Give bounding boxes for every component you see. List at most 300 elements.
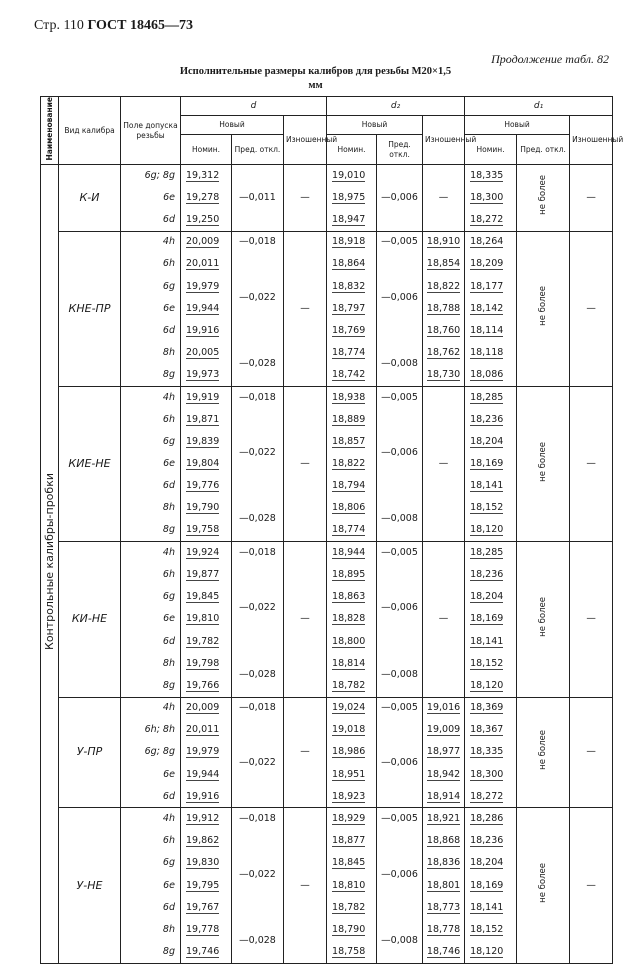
tolerance-field: 4h [121, 231, 181, 253]
d2-nominal-value: 18,814 [332, 657, 366, 669]
d2-limit-deviation: —0,006 [377, 719, 423, 808]
tolerance-field: 6h [121, 564, 181, 586]
d2-nominal [327, 852, 377, 874]
d-nominal [181, 897, 232, 919]
d-limit-deviation: —0,011 [232, 165, 284, 232]
d2-limit-deviation: —0,006 [377, 564, 423, 653]
d1-nominal [465, 719, 517, 741]
d1-nominal-value: 18,169 [470, 879, 504, 891]
d2-nominal [327, 520, 377, 542]
d2-worn-value: 18,778 [426, 923, 461, 935]
d2-nominal [327, 586, 377, 608]
d1-nominal-value: 18,142 [470, 302, 504, 314]
d-nominal-value: 19,916 [186, 790, 220, 802]
d1-nominal-value: 18,204 [470, 591, 504, 603]
d2-nominal [327, 608, 377, 630]
d-limit-deviation: —0,022 [232, 830, 284, 919]
d-nominal [181, 741, 232, 763]
d1-nominal [465, 342, 517, 364]
d1-nominal-value: 18,236 [470, 568, 504, 580]
d1-header: d₁ [465, 97, 613, 116]
d2-nominal [327, 386, 377, 408]
d1-nominal [465, 298, 517, 320]
d-izn-header: Изношенный [284, 116, 327, 165]
tolerance-field: 6e [121, 608, 181, 630]
d2-nominal-value: 18,895 [332, 568, 366, 580]
d-worn: — [284, 386, 327, 541]
standard-number: ГОСТ 18465—73 [87, 18, 194, 33]
d1-nominal [465, 830, 517, 852]
d2-nominal-value: 18,797 [332, 302, 366, 314]
d2-nominal [327, 542, 377, 564]
d2-worn-value: 18,730 [426, 369, 461, 381]
d-nominal [181, 386, 232, 408]
page-number: Стр. 110 [34, 18, 84, 33]
d1-nominal-value: 18,177 [470, 280, 504, 292]
d-worn: — [284, 231, 327, 386]
d2-nominal-value: 18,782 [332, 679, 366, 691]
d2-nominal [327, 808, 377, 830]
d1-nominal [465, 475, 517, 497]
gauge-type: КИЕ-НЕ [59, 386, 121, 541]
d1-nominal [465, 875, 517, 897]
tolerance-field: 6h [121, 409, 181, 431]
d-nominal [181, 675, 232, 697]
tolerance-field: 6d [121, 209, 181, 231]
d2-worn-value: 18,746 [426, 945, 461, 957]
tolerance-field: 6e [121, 187, 181, 209]
d2-header: d₂ [327, 97, 465, 116]
d-new-header: Новый [181, 116, 284, 135]
table-row [41, 697, 613, 719]
d2-worn-value: 19,009 [426, 724, 461, 736]
d1-worn: — [570, 808, 613, 963]
d1-nominal-value: 18,152 [470, 657, 504, 669]
d-nominal [181, 475, 232, 497]
tolerance-field: 6g [121, 852, 181, 874]
d1-pred-header: Пред. откл. [517, 135, 570, 165]
d2-worn-value: 18,801 [426, 879, 461, 891]
d2-nominal-value: 19,018 [332, 724, 366, 736]
d2-limit-deviation: —0,008 [377, 497, 423, 541]
d-nominal-value: 19,778 [186, 923, 220, 935]
d2-nominal-value: 18,782 [332, 901, 366, 913]
d1-nominal-value: 18,272 [470, 213, 504, 225]
d-limit-deviation: —0,018 [232, 386, 284, 408]
d2-worn: — [423, 386, 465, 541]
pole-header: Поле допуска резьбы [121, 97, 181, 165]
d-limit-deviation: —0,018 [232, 231, 284, 253]
d-worn: — [284, 808, 327, 963]
d-nominal-value: 19,776 [186, 480, 220, 492]
d-nominal [181, 520, 232, 542]
d2-limit-deviation: —0,006 [377, 165, 423, 232]
d-nominal [181, 497, 232, 519]
d1-nominal-value: 18,204 [470, 857, 504, 869]
d2-worn-value: 18,773 [426, 901, 461, 913]
d2-nominal [327, 187, 377, 209]
d2-worn [423, 697, 465, 719]
d1-nominal-value: 18,086 [470, 369, 504, 381]
gauge-dimensions-table [40, 96, 624, 964]
d-nominal-value: 19,798 [186, 657, 220, 669]
d2-nominal-value: 18,822 [332, 458, 366, 470]
d-nominal [181, 542, 232, 564]
d2-nominal [327, 364, 377, 386]
d1-limit-deviation [517, 542, 570, 697]
d2-nominal-value: 18,975 [332, 191, 366, 203]
tolerance-field: 8h [121, 497, 181, 519]
tolerance-field: 6e [121, 453, 181, 475]
tolerance-field: 6d [121, 320, 181, 342]
d-nominal [181, 919, 232, 941]
d-pred-header: Пред. откл. [232, 135, 284, 165]
d-nominal [181, 719, 232, 741]
d-nominal [181, 320, 232, 342]
d2-nominal-value: 18,857 [332, 435, 366, 447]
d-nominal [181, 852, 232, 874]
d2-nominal [327, 764, 377, 786]
table-row [41, 386, 613, 408]
d1-nominal [465, 941, 517, 963]
d1-nominal-value: 18,335 [470, 746, 504, 758]
d2-nominal [327, 719, 377, 741]
page-header [34, 18, 193, 34]
d2-nominal-value: 18,938 [332, 391, 366, 403]
gauge-type: У-НЕ [59, 808, 121, 963]
d-nominal [181, 630, 232, 652]
d1-nominal [465, 409, 517, 431]
d-nominal [181, 298, 232, 320]
d2-nominal-value: 18,758 [332, 945, 366, 957]
d-nominal-value: 19,758 [186, 524, 220, 536]
d2-nominal-value: 18,986 [332, 746, 366, 758]
table-body [41, 165, 613, 964]
d2-limit-deviation: —0,005 [377, 808, 423, 830]
tolerance-field: 6h [121, 830, 181, 852]
d1-nominal-value: 18,141 [470, 635, 504, 647]
d-nominal-value: 19,944 [186, 302, 220, 314]
tolerance-field: 6e [121, 298, 181, 320]
tolerance-field: 6d [121, 475, 181, 497]
d2-worn-value: 18,822 [426, 280, 461, 292]
tolerance-field: 8h [121, 342, 181, 364]
d2-nominal-value: 18,742 [332, 369, 366, 381]
d-nominal-value: 19,278 [186, 191, 220, 203]
d1-nominal-value: 18,120 [470, 945, 504, 957]
d2-nominal-value: 18,845 [332, 857, 366, 869]
d1-nominal [465, 187, 517, 209]
d2-izn-header: Изношенный [423, 116, 465, 165]
d2-worn-value: 18,854 [426, 258, 461, 270]
d1-nominal [465, 608, 517, 630]
d-nominal-value: 19,312 [186, 169, 220, 181]
d1-nominal [465, 520, 517, 542]
d-nominal-value: 19,804 [186, 458, 220, 470]
d-limit-deviation: —0,022 [232, 409, 284, 498]
d-nominal-value: 19,790 [186, 502, 220, 514]
d1-limit-deviation [517, 808, 570, 963]
d-limit-deviation: —0,028 [232, 919, 284, 963]
d-nominal-value: 19,979 [186, 280, 220, 292]
d1-nominal-value: 18,114 [470, 324, 504, 336]
d2-nominal [327, 786, 377, 808]
gauge-type: КНЕ-ПР [59, 231, 121, 386]
d1-nominal [465, 764, 517, 786]
d1-nominal [465, 630, 517, 652]
d2-nominal [327, 497, 377, 519]
d2-nominal-value: 18,832 [332, 280, 366, 292]
d-nominal-value: 20,005 [186, 347, 220, 359]
d1-nominal-value: 18,204 [470, 435, 504, 447]
table-header [41, 97, 624, 165]
d2-nomin-header: Номин. [327, 135, 377, 165]
not-more-than-label: не более [538, 730, 549, 770]
tolerance-field: 6g [121, 586, 181, 608]
d1-nominal-value: 18,285 [470, 391, 504, 403]
d-nominal-value: 19,782 [186, 635, 220, 647]
d-nominal-value: 19,830 [186, 857, 220, 869]
d2-nominal [327, 453, 377, 475]
d2-nominal [327, 675, 377, 697]
d2-limit-deviation: —0,005 [377, 386, 423, 408]
tolerance-field: 4h [121, 697, 181, 719]
d2-worn-value: 18,836 [426, 857, 461, 869]
d2-nominal-value: 18,877 [332, 835, 366, 847]
d-nominal [181, 364, 232, 386]
tolerance-field: 6d [121, 786, 181, 808]
d2-nominal [327, 564, 377, 586]
d1-nominal [465, 564, 517, 586]
not-more-than-label: не более [538, 596, 549, 637]
d2-worn [423, 941, 465, 963]
d-nominal [181, 875, 232, 897]
d-limit-deviation: —0,022 [232, 564, 284, 653]
d2-worn [423, 808, 465, 830]
d1-nominal-value: 18,236 [470, 835, 504, 847]
d-nominal [181, 564, 232, 586]
d1-nominal [465, 586, 517, 608]
d1-nominal-value: 18,141 [470, 901, 504, 913]
d2-nominal-value: 18,863 [332, 591, 366, 603]
d-worn: — [284, 542, 327, 697]
d1-nominal-value: 18,120 [470, 679, 504, 691]
d2-nominal [327, 209, 377, 231]
d-nominal-value: 19,944 [186, 768, 220, 780]
not-more-than-label: не более [538, 441, 549, 482]
not-more-than-label: не более [538, 175, 549, 216]
d1-nominal-value: 18,118 [470, 347, 504, 359]
d2-nominal [327, 165, 377, 187]
d2-nominal-value: 18,810 [332, 879, 366, 891]
d2-nominal-value: 18,947 [332, 213, 366, 225]
tolerance-field: 6g; 8g [121, 741, 181, 763]
d2-nominal [327, 697, 377, 719]
d-limit-deviation: —0,028 [232, 653, 284, 697]
d-limit-deviation: —0,018 [232, 808, 284, 830]
d2-nominal-value: 18,944 [332, 547, 366, 559]
d-nominal-value: 19,877 [186, 568, 220, 580]
d2-nominal [327, 431, 377, 453]
table-row [41, 231, 613, 253]
d-nominal [181, 409, 232, 431]
d1-nominal-value: 18,285 [470, 547, 504, 559]
d-nominal-value: 19,767 [186, 901, 220, 913]
d1-nominal-value: 18,152 [470, 502, 504, 514]
tolerance-field: 8g [121, 941, 181, 963]
d1-nominal [465, 653, 517, 675]
d1-nominal [465, 253, 517, 275]
d-limit-deviation: —0,018 [232, 697, 284, 719]
d2-nominal [327, 941, 377, 963]
d2-nominal-value: 18,774 [332, 524, 366, 536]
d-nominal-value: 20,011 [186, 724, 220, 736]
table-row [41, 542, 613, 564]
d-nominal [181, 808, 232, 830]
d-nominal [181, 697, 232, 719]
tolerance-field: 4h [121, 542, 181, 564]
d-nominal [181, 453, 232, 475]
gauge-type: КИ-НЕ [59, 542, 121, 697]
d-nominal [181, 786, 232, 808]
d-nominal-value: 19,746 [186, 945, 220, 957]
d-nominal [181, 830, 232, 852]
d1-nominal-value: 18,369 [470, 702, 504, 714]
d-nominal-value: 19,924 [186, 547, 220, 559]
d-nominal-value: 19,979 [186, 746, 220, 758]
d1-worn: — [570, 165, 613, 232]
d-nominal [181, 165, 232, 187]
d-nominal [181, 431, 232, 453]
tolerance-field: 6h [121, 253, 181, 275]
d-limit-deviation: —0,022 [232, 253, 284, 342]
d1-limit-deviation [517, 386, 570, 541]
d-nominal-value: 19,912 [186, 813, 220, 825]
d2-new-header: Новый [327, 116, 423, 135]
d2-limit-deviation: —0,005 [377, 542, 423, 564]
d1-new-header: Новый [465, 116, 570, 135]
d2-nominal-value: 18,889 [332, 413, 366, 425]
d1-nominal [465, 786, 517, 808]
d1-limit-deviation [517, 231, 570, 386]
d1-nominal-value: 18,209 [470, 258, 504, 270]
gauge-type: У-ПР [59, 697, 121, 808]
tolerance-field: 6e [121, 764, 181, 786]
not-more-than-label: не более [538, 863, 549, 903]
d2-nominal-value: 18,790 [332, 923, 366, 935]
name-label: Контрольные калибры-пробки [43, 473, 56, 651]
d1-nominal [465, 453, 517, 475]
d1-izn-header: Изношенный [570, 116, 613, 165]
d1-nominal-value: 18,141 [470, 480, 504, 492]
d2-nominal [327, 475, 377, 497]
d1-nominal [465, 542, 517, 564]
d2-worn-value: 18,921 [426, 813, 461, 825]
d-nominal-value: 19,916 [186, 324, 220, 336]
d1-nominal-value: 18,236 [470, 413, 504, 425]
d1-nominal [465, 231, 517, 253]
table-row [41, 808, 613, 830]
d1-nominal-value: 18,300 [470, 191, 504, 203]
d-nomin-header: Номин. [181, 135, 232, 165]
d2-nominal-value: 18,769 [332, 324, 366, 336]
d2-worn [423, 741, 465, 763]
d-nominal [181, 253, 232, 275]
d-limit-deviation: —0,022 [232, 719, 284, 808]
continuation-note: Продолжение табл. 82 [491, 52, 609, 66]
d2-nominal-value: 18,918 [332, 236, 366, 248]
d2-nominal [327, 253, 377, 275]
d2-nominal-value: 18,794 [332, 480, 366, 492]
tolerance-field: 6e [121, 875, 181, 897]
d2-nominal [327, 897, 377, 919]
tolerance-field: 4h [121, 386, 181, 408]
tolerance-field: 8h [121, 919, 181, 941]
d2-nominal [327, 342, 377, 364]
d2-nominal [327, 320, 377, 342]
d-nominal-value: 19,862 [186, 835, 220, 847]
d1-nominal [465, 386, 517, 408]
name-header: Наименование [41, 97, 59, 165]
not-more-than-label: не более [538, 286, 549, 327]
d-nominal [181, 608, 232, 630]
d-nominal [181, 586, 232, 608]
d1-nominal [465, 741, 517, 763]
d2-worn [423, 897, 465, 919]
d1-nominal [465, 497, 517, 519]
d2-limit-deviation: —0,006 [377, 830, 423, 919]
d2-limit-deviation: —0,006 [377, 253, 423, 342]
d1-nominal [465, 852, 517, 874]
d-nominal-value: 20,011 [186, 258, 220, 270]
d2-worn [423, 231, 465, 253]
d-nominal [181, 275, 232, 297]
d2-nominal-value: 18,800 [332, 635, 366, 647]
d1-nominal [465, 808, 517, 830]
d2-nominal-value: 19,010 [332, 169, 366, 181]
d1-nominal-value: 18,300 [470, 768, 504, 780]
d1-nominal [465, 897, 517, 919]
d1-nominal-value: 18,264 [470, 236, 504, 248]
d2-worn [423, 830, 465, 852]
d-nominal-value: 19,839 [186, 435, 220, 447]
d-nominal-value: 20,009 [186, 236, 220, 248]
d2-worn [423, 298, 465, 320]
d2-worn [423, 320, 465, 342]
table-title: Исполнительные размеры калибров для резьбы М20×1,5 [179, 66, 452, 77]
d2-worn [423, 275, 465, 297]
gauge-type: К-И [59, 165, 121, 232]
d2-nominal [327, 231, 377, 253]
d-nominal-value: 19,766 [186, 679, 220, 691]
d2-nominal [327, 830, 377, 852]
vid-header: Вид калибра [59, 97, 121, 165]
d2-worn-value: 19,016 [426, 702, 461, 714]
d2-nominal-value: 18,923 [332, 790, 366, 802]
d-nominal-value: 19,250 [186, 213, 220, 225]
d2-nominal [327, 741, 377, 763]
d1-nomin-header: Номин. [465, 135, 517, 165]
d-nominal [181, 187, 232, 209]
d2-nominal [327, 919, 377, 941]
tolerance-field: 8g [121, 675, 181, 697]
name-column [41, 165, 59, 964]
d2-worn [423, 253, 465, 275]
d1-nominal [465, 919, 517, 941]
d2-nominal-value: 18,929 [332, 813, 366, 825]
d-nominal [181, 653, 232, 675]
d2-worn [423, 764, 465, 786]
